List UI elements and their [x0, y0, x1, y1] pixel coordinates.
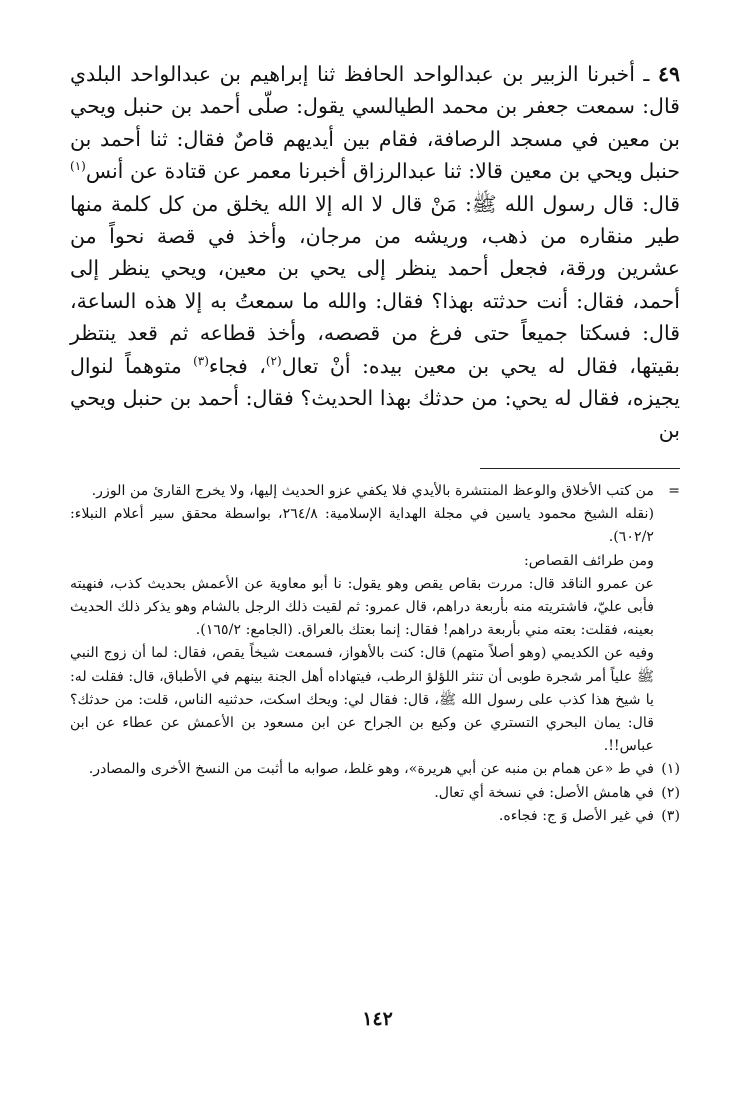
hadith-text-part-2: قال: قال رسول الله ﷺ: مَنْ قال لا اله إلا الله يخلق من كل كلمة منها طير منقاره من ذهب، وريشه من مرجان، وأخذ في قصة نحواً من عشرين ورقة، فجعل أحمد ينظر إلى يحي بن معين، ويحي ينظر إلى أحمد، فقال: أنت حدثته بهذا؟ فقال: والله ما سمعتُ به إلا هذه الساعة، قال: فسكتا جميعاً حتى فرغ من قصصه، وأخذ قطاعه ثم قعد ينتظر بقيتها، فقال له يحي بن معين بيده: أنْ تعال — [70, 191, 680, 378]
continuation-line: ومن طرائف القصاص: — [524, 552, 654, 569]
hadith-text-part-3: ، فجاء — [208, 353, 266, 378]
footnote-separator — [480, 468, 680, 469]
footnote-ref-3: (٣) — [193, 353, 209, 368]
footnote-ref-2: (٢) — [265, 353, 282, 368]
footnote-continuation — [70, 480, 680, 758]
continuation-line: عن عمرو الناقد قال: مررت بقاص يقص وهو يقول: نا أبو معاوية عن الأعمش بحديث كذب، فنهيته فأبى عليّ، فاشتريته منه بأربعة دراهم، قال عمرو: ثم لقيت ذلك الرجل بالشام وهو يذكر ذلك الحديث بعينه، فقلت: بعته مني بأربعة دراهم! فقال: إنما بعتك بالعراق. (الجامع: ١٦٥/٢). — [70, 575, 654, 639]
footnote-text: في ط «عن همام بن منبه عن أبي هريرة»، وهو غلط، صوابه ما أثبت من النسخ الأخرى والمصادر. — [88, 761, 654, 778]
continuation-line: (نقله الشيخ محمود ياسين في مجلة الهداية الإسلامية: ٢٦٤/٨، بواسطة محقق سير أعلام النبلاء: ٦٠٢/٢). — [70, 506, 654, 546]
continuation-line: من كتب الأخلاق والوعظ المنتشرة بالأيدي فلا يكفي عزو الحديث إليها، ولا يخرج القارئ من الوزر. — [91, 483, 654, 499]
footnote-text: في غير الأصل وَ ج: فجاءه. — [498, 807, 654, 824]
footnote-marker: (٢) — [661, 784, 680, 801]
footnote-text: في هامش الأصل: في نسخة أي تعال. — [434, 784, 654, 801]
continuation-line: وفيه عن الكديمي (وهو أصلاً متهم) قال: كنت بالأهواز، فسمعت شيخاً يقص، فقال: لما أن زوج النبي ﷺ علياً أمر شجرة طوبى أن تنثر اللؤلؤ الرطب، فيتهاداه أهل الجنة بينهم في الأطباق، قال: فقلت له: يا شيخ هذا كذب على رسول الله ﷺ، قال: فقال لي: ويحك اسكت، حدثنيه الناس، قلت: من حدثك؟ قال: يمان البحري التستري عن وكيع بن الجراح عن ابن مسعود بن الأعمش عن عطاء عن ابن عباس!!. — [70, 645, 654, 755]
hadith-text-part-4: متوهماً لنوال يجيزه، فقال له يحي: من حدثك بهذا الحديث؟ فقال: أحمد بن حنبل ويحي بن — [70, 353, 680, 443]
hadith-text-part-1: ـ أخبرنا الزبير بن عبدالواحد الحافظ ثنا إبراهيم بن عبدالواحد البلدي قال: سمعت جعفر بن محمد الطيالسي يقول: صلّى أحمد بن حنبل ويحي بن معين في مسجد الرصافة، فقام بين أيديهم قاصٌ فقال: ثنا أحمد بن حنبل ويحي بن معين قالا: ثنا عبدالرزاق أخبرنا معمر عن قتادة عن أنس — [70, 62, 680, 184]
footnote-1 — [70, 758, 680, 781]
footnote-marker: (١) — [661, 761, 680, 778]
hadith-49-paragraph — [70, 58, 680, 447]
main-text — [70, 58, 680, 447]
footnote-3 — [70, 805, 680, 828]
hadith-number: ٤٩ — [657, 62, 680, 86]
page-number: ١٤٢ — [362, 1008, 393, 1030]
footnotes — [70, 480, 680, 828]
footnote-ref-1: (١) — [70, 159, 86, 174]
continuation-marker: = — [668, 483, 680, 499]
footnote-marker: (٣) — [661, 807, 680, 824]
footnote-2 — [70, 782, 680, 805]
